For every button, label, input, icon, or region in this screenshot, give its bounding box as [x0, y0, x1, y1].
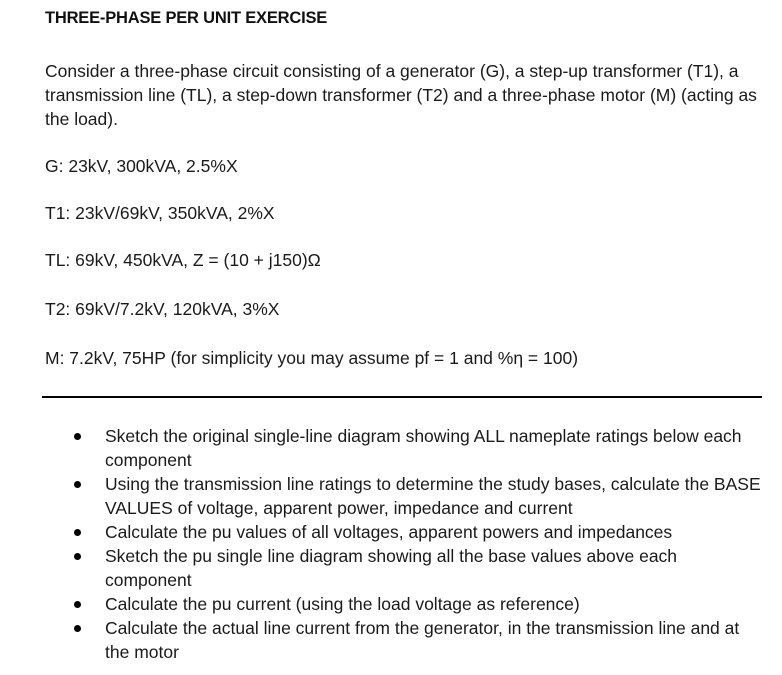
generator-spec: G: 23kV, 300kVA, 2.5%X	[45, 156, 238, 176]
bullet-icon	[74, 601, 81, 608]
task-item	[0, 616, 782, 664]
task-text: Calculate the actual line current from the generator, in the transmission line and at the motor	[105, 618, 740, 662]
problem-statement: Consider a three-phase circuit consisting of a generator (G), a step-up transformer (T1), a transmission line (TL), a step-down transformer (T2) and a three-phase motor (M) (acting as the load).	[45, 61, 757, 129]
motor-spec: M: 7.2kV, 75HP (for simplicity you may assume pf = 1 and %η = 100)	[45, 348, 579, 368]
transmission-line-spec: TL: 69kV, 450kVA, Z = (10 + j150)Ω	[45, 250, 321, 270]
transformer-t2-spec: T2: 69kV/7.2kV, 120kVA, 3%X	[45, 299, 280, 319]
task-item	[0, 520, 782, 544]
bullet-icon	[74, 481, 81, 488]
task-text: Sketch the pu single line diagram showing all the base values above each component	[105, 546, 678, 590]
bullet-icon	[74, 625, 81, 632]
task-text: Calculate the pu values of all voltages, apparent powers and impedances	[105, 522, 673, 542]
task-item	[0, 424, 782, 472]
bullet-icon	[74, 553, 81, 560]
bullet-icon	[74, 529, 81, 536]
exercise-title: THREE-PHASE PER UNIT EXERCISE	[45, 9, 328, 27]
section-divider	[42, 396, 762, 398]
task-item	[0, 592, 782, 616]
transformer-t1-spec: T1: 23kV/69kV, 350kVA, 2%X	[45, 203, 275, 223]
task-item	[0, 472, 782, 520]
task-list	[0, 424, 782, 664]
task-text: Calculate the pu current (using the load voltage as reference)	[105, 594, 580, 614]
task-text: Using the transmission line ratings to determine the study bases, calculate the BASE VALUES of voltage, apparent power, impedance and current	[105, 474, 761, 518]
bullet-icon	[74, 433, 81, 440]
task-item	[0, 544, 782, 592]
task-text: Sketch the original single-line diagram showing ALL nameplate ratings below each component	[105, 426, 742, 470]
